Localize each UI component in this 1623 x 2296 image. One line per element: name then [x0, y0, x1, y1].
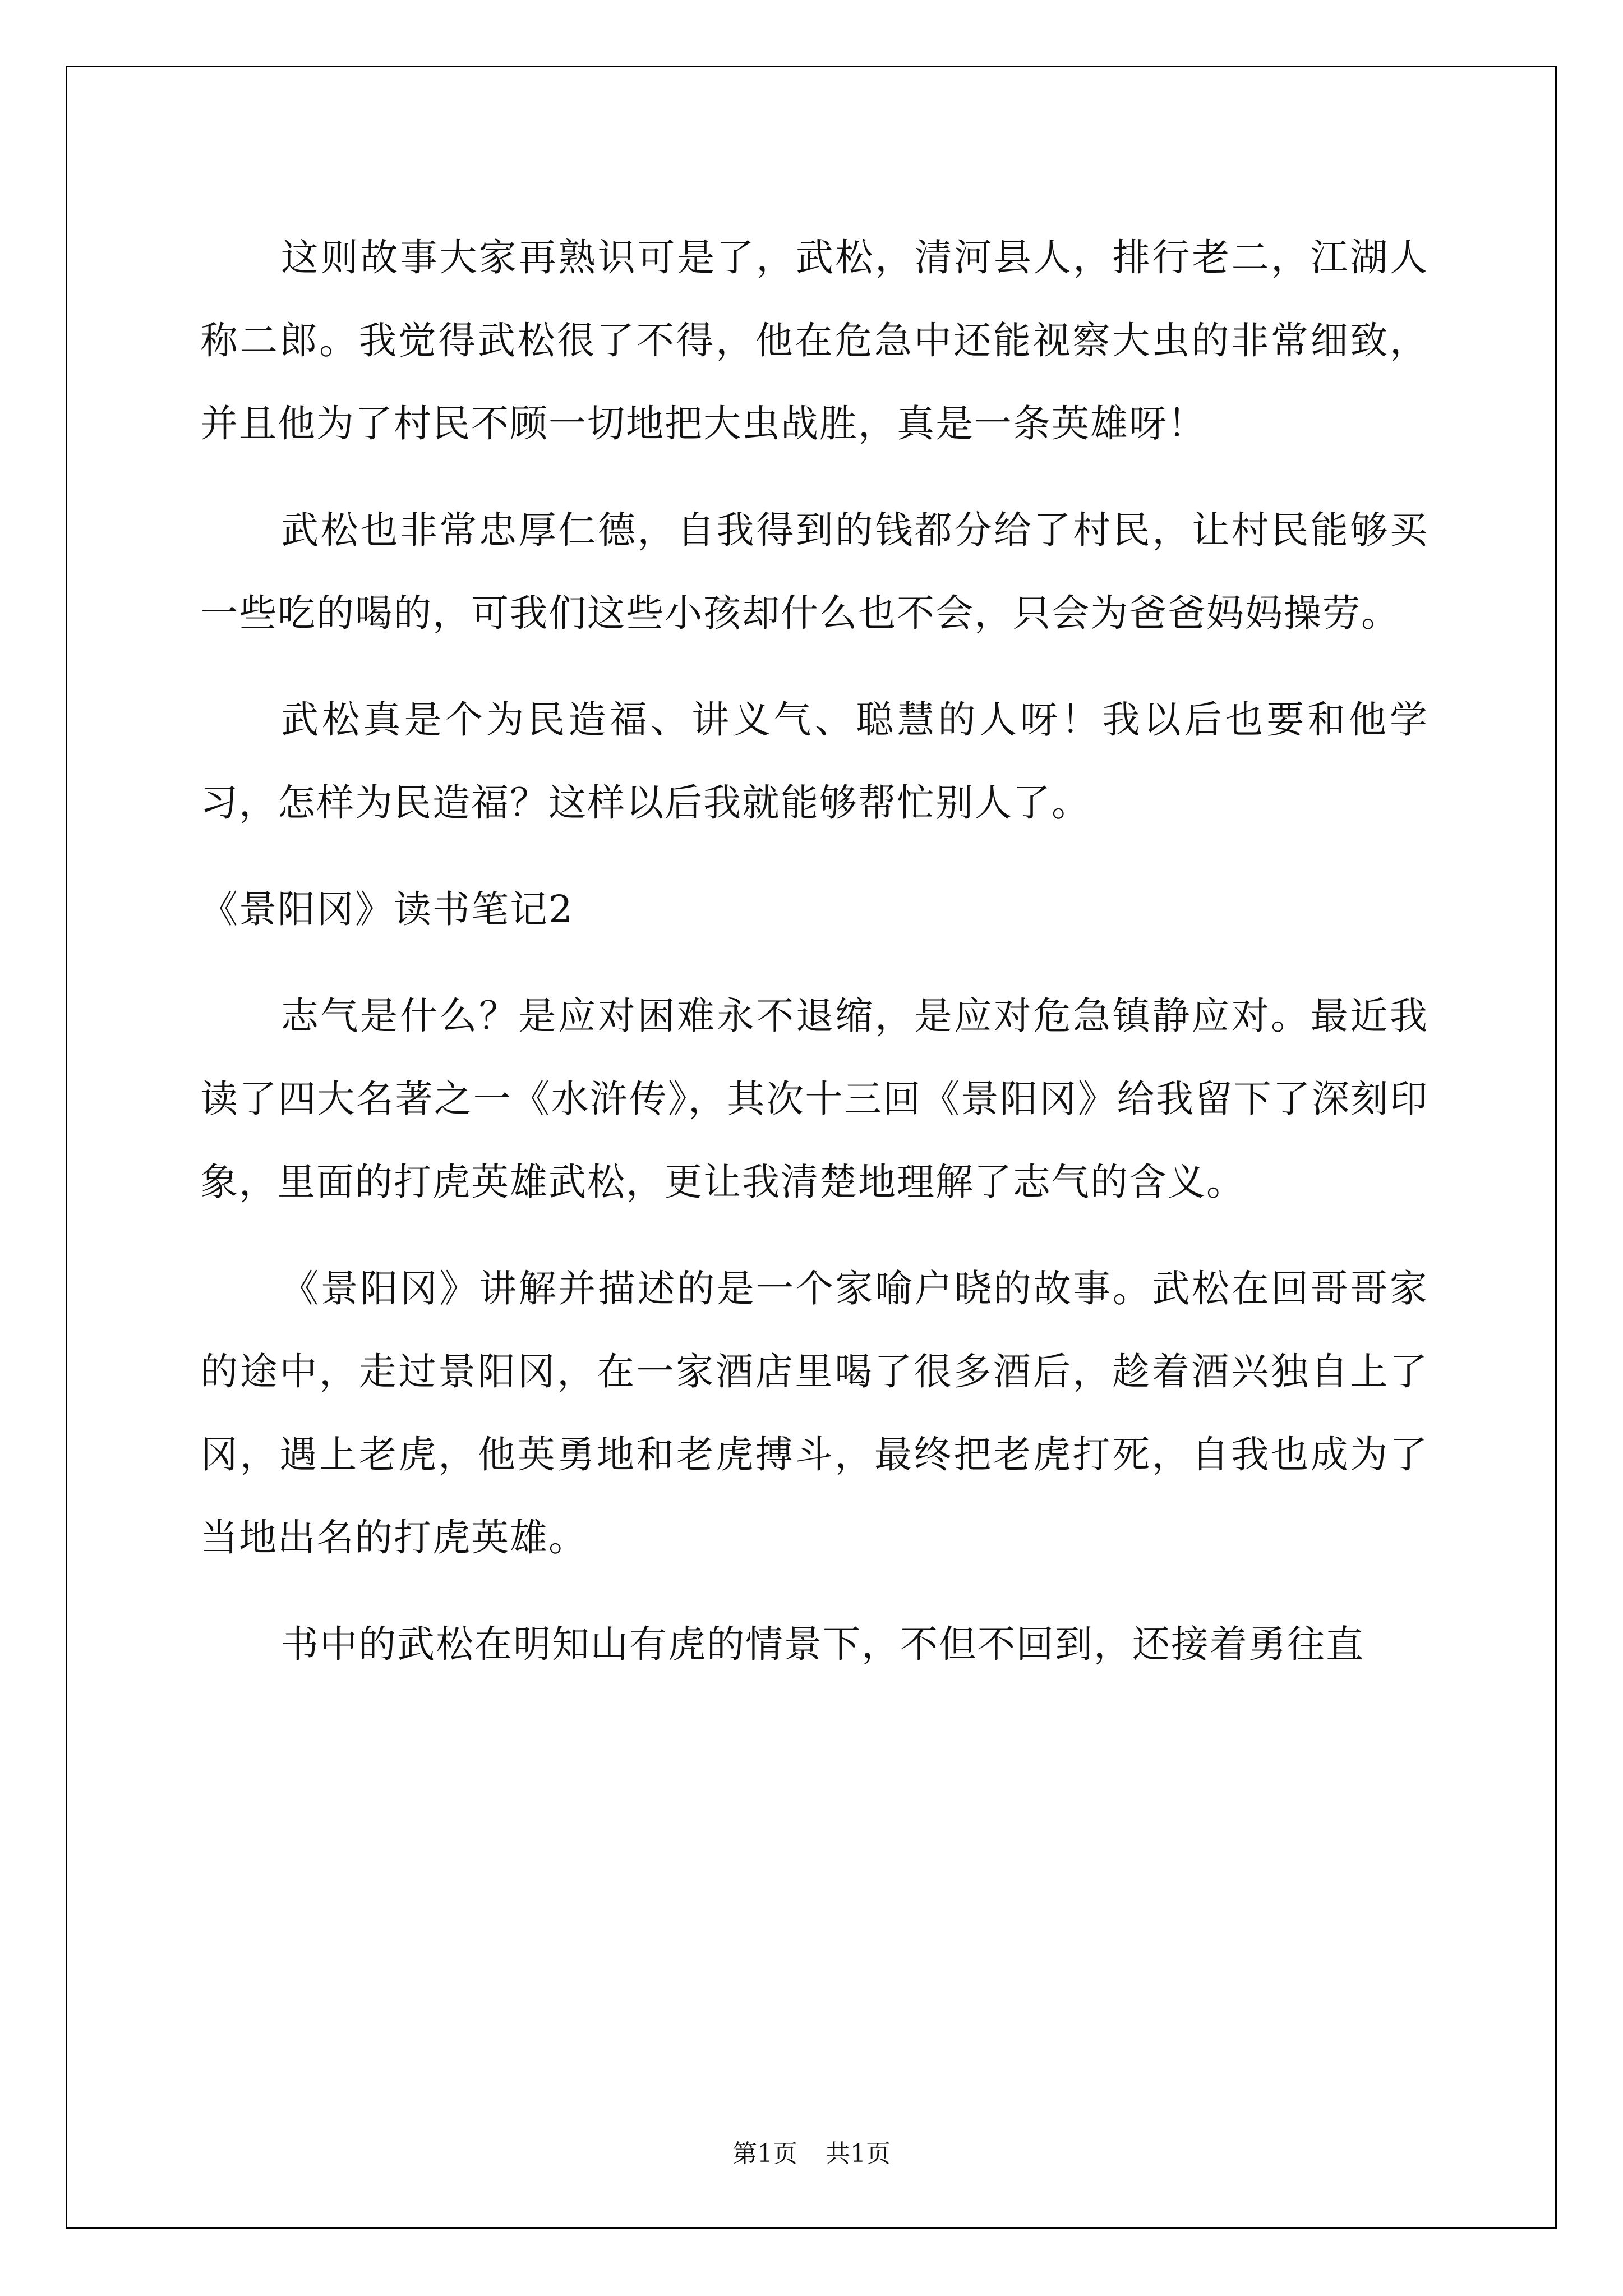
paragraph: 武松也非常忠厚仁德，自我得到的钱都分给了村民，让村民能够买一些吃的喝的，可我们这些小孩却什么也不会，只会为爸爸妈妈操劳。	[200, 508, 1428, 635]
paragraph: 武松真是个为民造福、讲义气、聪慧的人呀！我以后也要和他学习，怎样为民造福？这样以后我就能够帮忙别人了。	[200, 698, 1428, 825]
paragraph: 《景阳冈》讲解并描述的是一个家喻户晓的故事。武松在回哥哥家的途中，走过景阳冈，在一家酒店里喝了很多酒后，趁着酒兴独自上了冈，遇上老虎，他英勇地和老虎搏斗，最终把老虎打死，自我也成为了当地出名的打虎英雄。	[200, 1267, 1428, 1559]
paragraph: 志气是什么？是应对困难永不退缩，是应对危急镇静应对。最近我读了四大名著之一《水浒传》，其次十三回《景阳冈》给我留下了深刻印象，里面的打虎英雄武松，更让我清楚地理解了志气的含义。	[200, 994, 1428, 1204]
document-body	[200, 216, 1428, 1709]
paragraph: 书中的武松在明知山有虎的情景下，不但不回到，还接着勇往直	[281, 1622, 1364, 1666]
section-heading: 《景阳冈》读书笔记2	[200, 887, 574, 931]
page-number: 第1页	[732, 2139, 797, 2168]
page-total: 共1页	[826, 2139, 891, 2168]
paragraph: 这则故事大家再熟识可是了，武松，清河县人，排行老二，江湖人称二郎。我觉得武松很了不得，他在危急中还能视察大虫的非常细致，并且他为了村民不顾一切地把大虫战胜，真是一条英雄呀！	[200, 236, 1428, 445]
page-footer	[0, 2137, 1623, 2171]
